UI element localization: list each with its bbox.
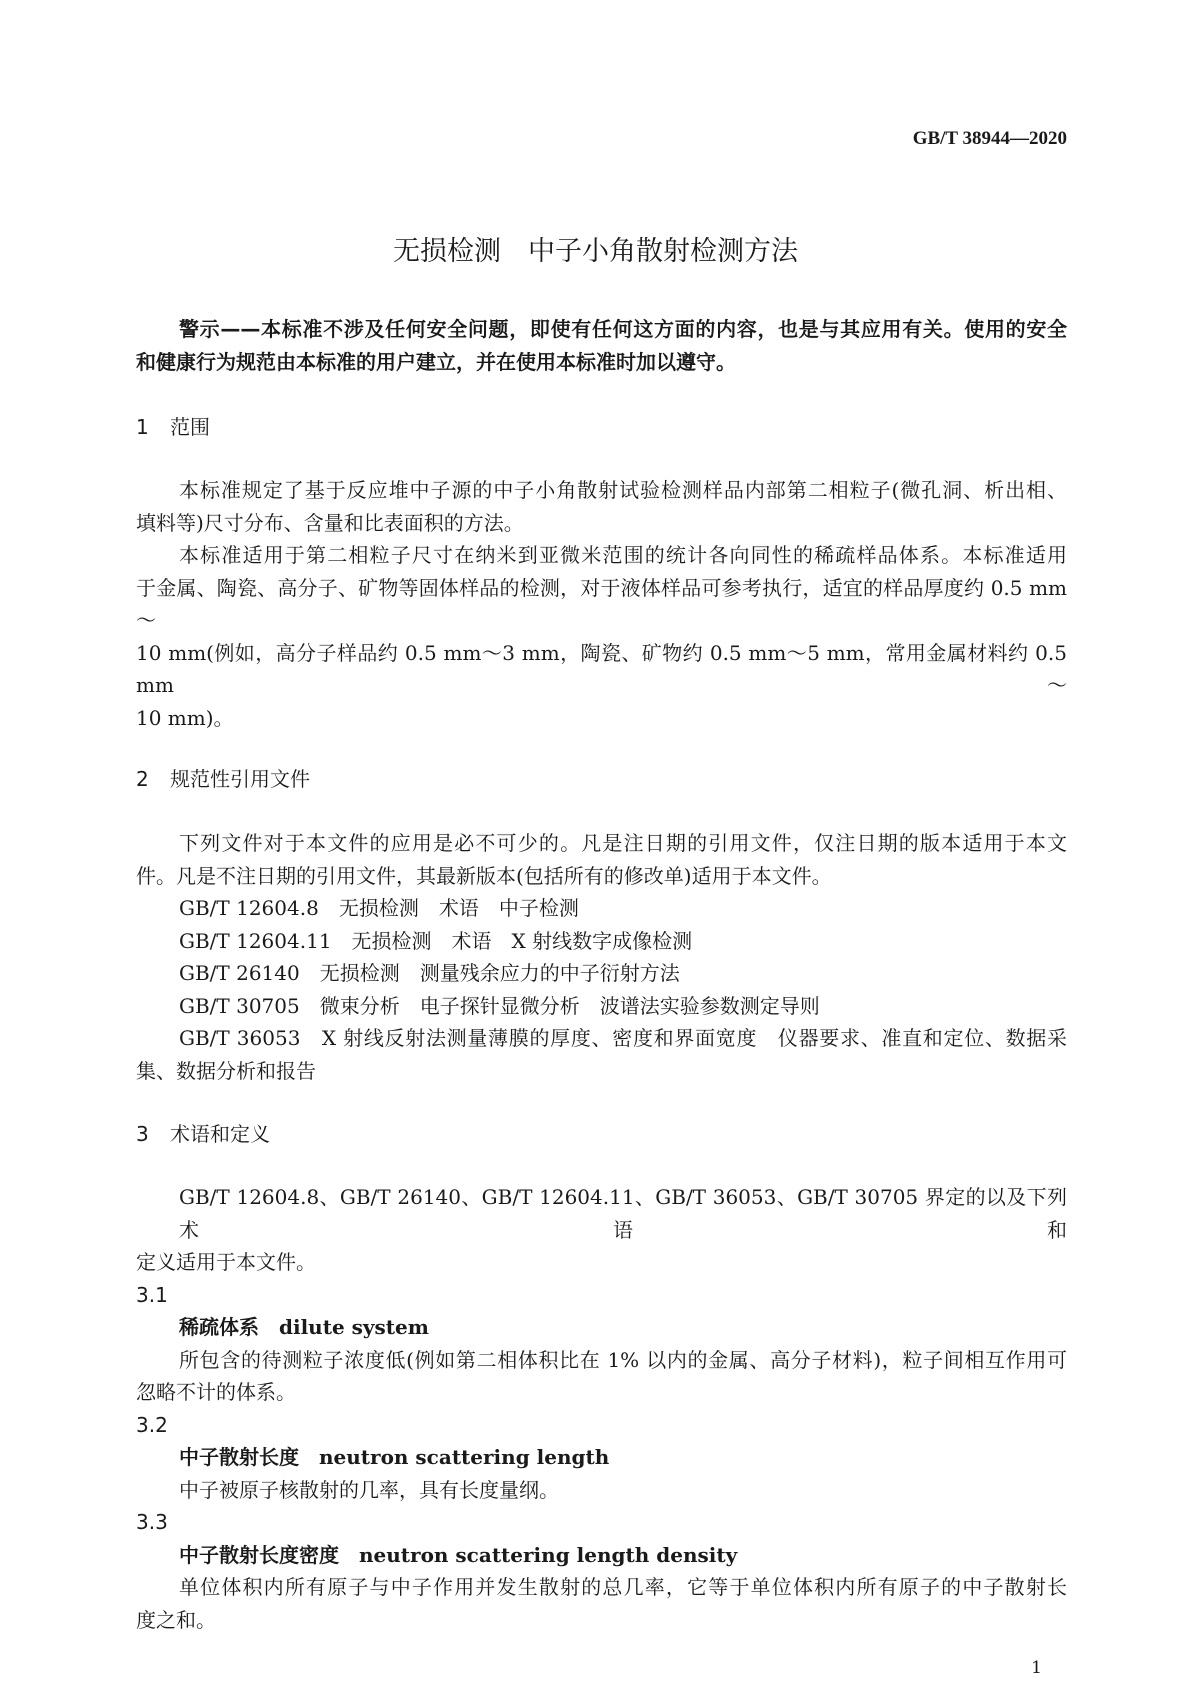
term-number: 3.2 [136, 1412, 168, 1437]
section-title: 术语和定义 [170, 1122, 270, 1146]
section-title: 规范性引用文件 [170, 767, 310, 791]
paragraph-line: 本标准适用于第二相粒子尺寸在纳米到亚微米范围的统计各向同性的稀疏样品体系。本标准适用 [179, 543, 1067, 567]
term-definition: 忽略不计的体系。 [136, 1380, 296, 1404]
standard-number: GB/T 38944—2020 [912, 128, 1067, 149]
paragraph-line: 下列文件对于本文件的应用是必不可少的。凡是注日期的引用文件，仅注日期的版本适用于本文 [179, 831, 1067, 855]
term-number: 3.1 [136, 1282, 168, 1307]
paragraph-line: 件。凡是不注日期的引用文件，其最新版本(包括所有的修改单)适用于本文件。 [136, 863, 832, 888]
section-number: 2 [136, 767, 149, 791]
term-heading: 中子散射长度 neutron scattering length [179, 1445, 610, 1469]
section-number: 1 [136, 415, 149, 439]
term-number: 3.3 [136, 1510, 168, 1534]
paragraph-line: 10 mm(例如，高分子样品约 0.5 mm～3 mm，陶瓷、矿物约 0.5 mm～5 mm，常用金属材料约 0.5 mm～ [136, 640, 1067, 697]
reference-item: GB/T 12604.11 无损检测 术语 X 射线数字成像检测 [179, 928, 693, 953]
paragraph-line: GB/T 12604.8、GB/T 26140、GB/T 12604.11、GB/T 36053、GB/T 30705 界定的以及下列术语和 [179, 1185, 1067, 1242]
reference-item: GB/T 12604.8 无损检测 术语 中子检测 [179, 896, 579, 920]
term-heading: 中子散射长度密度 neutron scattering length density [179, 1542, 738, 1567]
section-number: 3 [136, 1122, 149, 1146]
paragraph-line: 本标准规定了基于反应堆中子源的中子小角散射试验检测样品内部第二相粒子(微孔洞、析出相、 [179, 478, 1067, 502]
section-heading [136, 411, 1067, 444]
section-title: 范围 [170, 415, 210, 439]
warning-line: 警示——本标准不涉及任何安全问题，即使有任何这方面的内容，也是与其应用有关。使用的安全 [179, 317, 1067, 341]
reference-item: GB/T 30705 微束分析 电子探针显微分析 波谱法实验参数测定导则 [179, 993, 820, 1018]
paragraph-line: 10 mm)。 [136, 705, 234, 730]
reference-item: GB/T 36053 X 射线反射法测量薄膜的厚度、密度和界面宽度 仪器要求、准直和定位、数据采 [179, 1026, 1067, 1050]
paragraph-line: 填料等)尺寸分布、含量和比表面积的方法。 [136, 510, 524, 535]
reference-item: GB/T 26140 无损检测 测量残余应力的中子衍射方法 [179, 961, 680, 985]
term-definition: 中子被原子核散射的几率，具有长度量纲。 [179, 1477, 559, 1502]
page-number: 1 [1031, 1658, 1042, 1678]
term-definition: 度之和。 [136, 1607, 216, 1632]
term-definition: 所包含的待测粒子浓度低(例如第二相体积比在 1% 以内的金属、高分子材料)，粒子间相互作用可 [179, 1347, 1067, 1372]
section-heading [136, 763, 1067, 796]
term-heading: 稀疏体系 dilute system [179, 1315, 429, 1339]
paragraph-line: 于金属、陶瓷、高分子、矿物等固体样品的检测，对于液体样品可参考执行，适宜的样品厚度约 0.5 mm～ [136, 575, 1067, 632]
document-title: 无损检测 中子小角散射检测方法 [393, 236, 798, 267]
warning-line: 和健康行为规范由本标准的用户建立，并在使用本标准时加以遵守。 [136, 349, 736, 374]
reference-item-continued: 集、数据分析和报告 [136, 1058, 316, 1083]
section-heading [136, 1118, 1067, 1151]
document-body [136, 313, 1067, 1680]
term-definition: 单位体积内所有原子与中子作用并发生散射的总几率，它等于单位体积内所有原子的中子散射长 [179, 1575, 1067, 1599]
paragraph-line: 定义适用于本文件。 [136, 1250, 316, 1274]
